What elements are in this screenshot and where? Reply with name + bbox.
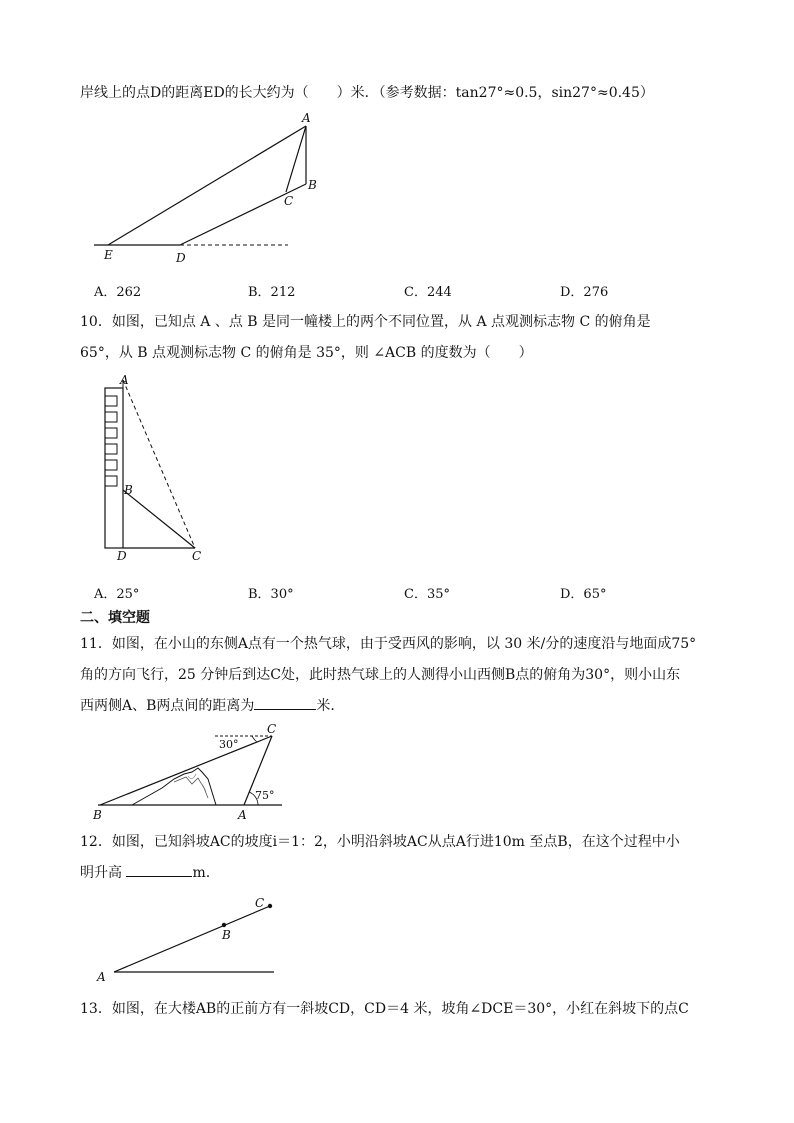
q10-figure (100, 372, 220, 572)
q10-stem-line1: 10．如图，已知点 A 、点 B 是同一幢楼上的两个不同位置，从 A 点观测标志物 C 的俯角是 (80, 314, 651, 330)
q11-label-C: C (267, 722, 277, 736)
q12-stem-suffix: m. (192, 865, 211, 881)
q9-label-A: A (302, 111, 311, 125)
q12-stem-prefix: 明升高 (80, 865, 127, 881)
q9-label-D: D (176, 251, 186, 265)
q11-angle-75: 75° (255, 789, 275, 802)
q12-stem-line2 (80, 862, 210, 882)
q11-stem-suffix: 米. (316, 698, 335, 714)
q10-option-a: A．25° (94, 587, 140, 602)
q9-label-C: C (284, 194, 294, 208)
q12-stem-line1: 12．如图，已知斜坡AC的坡度i＝1：2，小明沿斜坡AC从点A行进10m 至点B，在这个过程中小 (80, 834, 680, 850)
q10-option-d: D．65° (560, 587, 607, 602)
q11-label-B: B (93, 808, 102, 822)
q9-option-a: A．262 (94, 285, 142, 300)
q9-option-b: B．212 (248, 285, 296, 300)
q9-option-d: D．276 (560, 285, 609, 300)
q11-angle-30: 30° (219, 738, 239, 751)
q9-option-c: C．244 (404, 285, 452, 300)
q12-label-A: A (97, 970, 106, 984)
q12-answer-blank[interactable] (126, 864, 192, 877)
q10-stem-line2: 65°，从 B 点观测标志物 C 的俯角是 35°，则 ∠ACB 的度数为（ ） (80, 345, 533, 361)
q11-stem-line3 (80, 695, 335, 715)
q9-stem: 岸线上的点D的距离ED的长大约为（ ）米．（参考数据：tan27°≈0.5，sin27°≈0.45） (80, 85, 654, 101)
q10-option-b: B．30° (248, 587, 294, 602)
q9-figure (88, 110, 388, 270)
q11-stem-line2: 角的方向飞行，25 分钟后到达C处，此时热气球上的人测得小山西侧B点的俯角为30°，则小山东 (80, 667, 681, 683)
q12-figure (92, 895, 292, 985)
q9-label-E: E (104, 248, 113, 262)
q10-label-D: D (117, 549, 127, 563)
q10-label-A: A (120, 373, 129, 387)
q11-stem-line1: 11．如图，在小山的东侧A点有一个热气球，由于受西风的影响，以 30 米/分的速度沿与地面成75° (80, 636, 697, 652)
q12-label-C: C (255, 896, 265, 910)
q12-label-B: B (222, 928, 231, 942)
q11-answer-blank[interactable] (254, 697, 316, 710)
q11-stem-prefix: 西两侧A、B两点间的距离为 (80, 698, 255, 714)
q11-label-A: A (238, 808, 247, 822)
q10-label-C: C (192, 549, 202, 563)
q10-label-B: B (124, 483, 133, 497)
q13-stem-line1: 13．如图，在大楼AB的正前方有一斜坡CD，CD＝4 米，坡角∠DCE＝30°，小红在斜坡下的点C (80, 1001, 689, 1017)
q10-option-c: C．35° (404, 587, 450, 602)
q9-label-B: B (308, 178, 317, 192)
section-title: 二、填空题 (80, 610, 150, 626)
q11-figure (92, 722, 292, 822)
